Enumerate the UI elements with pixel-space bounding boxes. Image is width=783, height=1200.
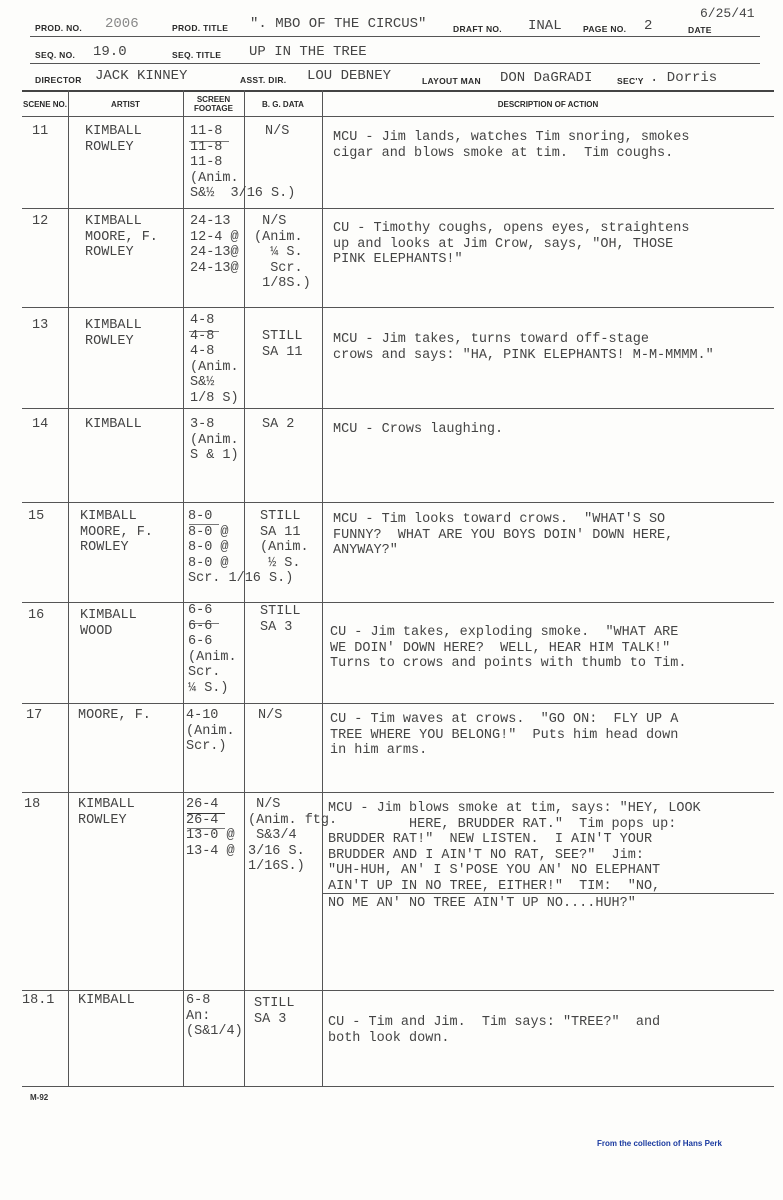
footage-cell: 26-4 26-4 13-0 @ 13-4 @ [186, 797, 235, 859]
bg-data-cell: N/S [258, 708, 283, 723]
bg-data-cell: STILL SA 11 (Anim. ½ S. [260, 509, 309, 571]
bg-data-cell: N/S [265, 124, 290, 139]
table-header-rule [22, 116, 774, 117]
scene-number: 14 [32, 417, 49, 432]
col-header-bg-data: B. G. DATA [262, 99, 304, 109]
artist-cell: KIMBALL MOORE, F. ROWLEY [85, 214, 158, 260]
footage-cell: 11-8 11-8 11-8 (Anim. S&½ 3/16 S.) [190, 124, 296, 201]
artist-cell: KIMBALL ROWLEY [85, 318, 142, 349]
col-divider-4 [322, 90, 323, 1087]
draft-no-label: DRAFT NO. [453, 24, 502, 34]
prod-no-label: PROD. NO. [35, 23, 83, 33]
artist-cell: KIMBALL WOOD [80, 608, 137, 639]
header-rule-2 [30, 63, 760, 64]
row-rule [22, 307, 774, 308]
row-rule [22, 408, 774, 409]
footage-cell: 6-8 An: (S&1/4) [186, 993, 243, 1039]
prod-no: 2006 [105, 16, 139, 32]
prod-title-label: PROD. TITLE [172, 23, 229, 33]
date: 6/25/41 [700, 6, 755, 21]
seq-no-label: SEQ. NO. [35, 50, 76, 60]
footage-cell: 4-8 4-8 4-8 (Anim. S&½ 1/8 S) [190, 313, 239, 406]
asst-dir: LOU DEBNEY [307, 68, 392, 84]
prod-title: ". MBO OF THE CIRCUS" [250, 16, 427, 32]
row-rule [22, 703, 774, 704]
scene-number: 15 [28, 509, 45, 524]
artist-cell: KIMBALL [85, 417, 142, 432]
scene-number: 11 [32, 124, 49, 139]
scene-number: 17 [26, 708, 43, 723]
description-cell: MCU - Jim takes, turns toward off-stage crows and says: "HA, PINK ELEPHANTS! M-M-MMMM." [333, 332, 714, 363]
artist-cell: KIMBALL ROWLEY [78, 797, 135, 828]
footage-cell: 3-8 (Anim. S & 1) [190, 417, 239, 463]
footage-cell: 6-6 6-6 6-6 (Anim. Scr. ¼ S.) [188, 603, 237, 696]
description-cell: MCU - Jim blows smoke at tim, says: "HEY, LOOK HERE, BRUDDER RAT." Tim pops up: BRUDDER RAT!" NEW LISTEN. I AIN'T YOUR BRUDDER AND I AIN'T NO RAT, SEE?" Jim: "UH-HUH, AN' I S'POSE YOU AN' NO ELEPHANT AIN'T UP IN NO TREE, EITHER!" TIM: "NO, [328, 801, 701, 894]
table-bottom-rule [22, 1086, 774, 1087]
row-rule [22, 792, 774, 793]
row-rule [22, 990, 774, 991]
director-label: DIRECTOR [35, 75, 82, 85]
scene-number: 13 [32, 318, 49, 333]
scene-number: 12 [32, 214, 49, 229]
asst-dir-label: ASST. DIR. [240, 75, 287, 85]
header-rule-1 [30, 36, 760, 37]
col-divider-3 [244, 90, 245, 1087]
row-rule [22, 502, 774, 503]
description-cell: CU - Timothy coughs, opens eyes, straightens up and looks at Jim Crow, says, "OH, THOSE PINK ELEPHANTS!" [333, 221, 690, 267]
bg-data-cell: N/S (Anim. ftg. S&3/4 3/16 S. 1/16S.) [248, 797, 338, 874]
col-divider-1 [68, 90, 69, 1087]
layout-man: DON DaGRADI [500, 70, 593, 86]
draft-no: INAL [528, 18, 562, 34]
layout-man-label: LAYOUT MAN [422, 76, 481, 86]
secy: . Dorris [650, 70, 718, 86]
col-header-footage: SCREEN FOOTAGE [194, 95, 233, 113]
seq-no: 19.0 [93, 44, 127, 60]
artist-cell: KIMBALL ROWLEY [85, 124, 142, 155]
description-cell: CU - Tim waves at crows. "GO ON: FLY UP A TREE WHERE YOU BELONG!" Puts him head down in him arms. [330, 712, 679, 758]
page-no-label: PAGE NO. [583, 24, 627, 34]
bg-data-cell: STILL SA 3 [260, 604, 301, 635]
footage-cell: 24-13 12-4 @ 24-13@ 24-13@ [190, 214, 239, 276]
form-code: M-92 [30, 1093, 49, 1102]
page-no: 2 [644, 18, 653, 34]
footage-cell: 4-10 (Anim. Scr.) [186, 708, 235, 754]
scene-number: 18.1 [22, 993, 55, 1008]
artist-cell: MOORE, F. [78, 708, 151, 723]
col-header-scene: SCENE NO. [22, 99, 67, 109]
description-cell: CU - Jim takes, exploding smoke. "WHAT ARE WE DOIN' DOWN HERE? WELL, HEAR HIM TALK!" Turns to crows and points with thumb to Tim. [330, 625, 687, 671]
scene-number: 18 [24, 797, 41, 812]
col-header-description: DESCRIPTION OF ACTION [497, 99, 599, 109]
bg-data-cell: STILL SA 11 [262, 329, 303, 360]
seq-title-label: SEQ. TITLE [172, 50, 222, 60]
bg-data-cell: N/S (Anim. ¼ S. Scr. 1/8S.) [254, 214, 311, 291]
description-continuation: NO ME AN' NO TREE AIN'T UP NO....HUH?" [328, 896, 636, 911]
description-cell: MCU - Jim lands, watches Tim snoring, smokes cigar and blows smoke at tim. Tim coughs. [333, 130, 690, 161]
artist-cell: KIMBALL MOORE, F. ROWLEY [80, 509, 153, 555]
footage-cell: 8-0 8-0 @ 8-0 @ 8-0 @ Scr. 1/16 S.) [188, 509, 294, 586]
bg-data-cell: SA 2 [262, 417, 295, 432]
description-cell: CU - Tim and Jim. Tim says: "TREE?" and both look down. [328, 1015, 661, 1046]
secy-label: SEC'Y [617, 76, 644, 86]
date-label: DATE [688, 25, 712, 35]
seq-title: UP IN THE TREE [249, 44, 367, 60]
director: JACK KINNEY [95, 68, 188, 84]
description-cell: MCU - Tim looks toward crows. "WHAT'S SO FUNNY? WHAT ARE YOU BOYS DOIN' DOWN HERE, ANYWAY?" [333, 512, 674, 558]
description-cell: MCU - Crows laughing. [333, 422, 504, 437]
bg-data-cell: STILL SA 3 [254, 996, 295, 1027]
artist-cell: KIMBALL [78, 993, 135, 1008]
row-rule [22, 602, 774, 603]
row-rule [22, 208, 774, 209]
scene-number: 16 [28, 608, 45, 623]
col-header-artist: ARTIST [111, 99, 140, 109]
table-top-rule [22, 90, 774, 92]
col-divider-2 [183, 90, 184, 1087]
collection-credit: From the collection of Hans Perk [597, 1139, 722, 1148]
